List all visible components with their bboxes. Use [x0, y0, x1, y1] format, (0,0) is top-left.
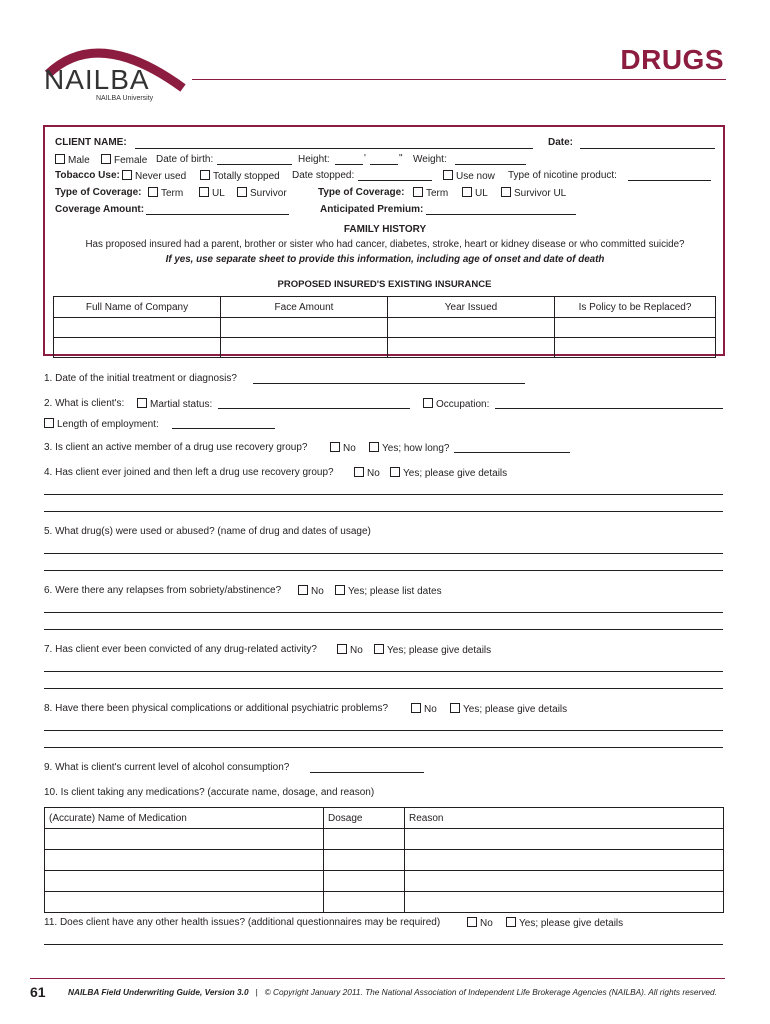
table-row	[54, 338, 716, 358]
table-cell[interactable]	[324, 829, 405, 850]
marital-status-field[interactable]	[218, 408, 410, 409]
q3-no-option[interactable]: No	[330, 442, 356, 454]
column-header: Year Issued	[388, 297, 555, 318]
q11-no-checkbox[interactable]	[467, 917, 477, 927]
question-9: 9. What is client's current level of alcohol consumption?	[44, 762, 290, 773]
table-cell[interactable]	[45, 892, 324, 913]
q6-answer-line-1[interactable]	[44, 612, 723, 613]
occupation-checkbox[interactable]	[423, 398, 433, 408]
weight-label: Weight:	[413, 154, 447, 165]
table-cell[interactable]	[324, 871, 405, 892]
table-cell[interactable]	[405, 892, 724, 913]
coverage-amount-label: Coverage Amount:	[55, 204, 145, 215]
question-4: 4. Has client ever joined and then left a drug use recovery group?	[44, 467, 334, 478]
question-3: 3. Is client an active member of a drug use recovery group?	[44, 442, 308, 453]
column-header: Is Policy to be Replaced?	[555, 297, 716, 318]
occupation-option[interactable]: Occupation:	[423, 398, 489, 410]
ul-option-1[interactable]: UL	[199, 187, 225, 199]
table-cell[interactable]	[221, 338, 388, 358]
ul-checkbox-1[interactable]	[199, 187, 209, 197]
totally-stopped-option[interactable]: Totally stopped	[200, 170, 280, 182]
table-row	[45, 892, 724, 913]
existing-insurance-table	[53, 296, 716, 358]
ul-checkbox-2[interactable]	[462, 187, 472, 197]
survivor-option-1[interactable]: Survivor	[237, 187, 287, 199]
q8-no-option[interactable]: No	[411, 703, 437, 715]
term-checkbox-2[interactable]	[413, 187, 423, 197]
column-header: (Accurate) Name of Medication	[45, 808, 324, 829]
q11-yes-option[interactable]: Yes; please give details	[506, 917, 623, 929]
never-used-option[interactable]: Never used	[122, 170, 186, 182]
q7-yes-checkbox[interactable]	[374, 644, 384, 654]
use-now-checkbox[interactable]	[443, 170, 453, 180]
table-row	[54, 318, 716, 338]
footer-separator: |	[255, 987, 258, 997]
q11-no-option[interactable]: No	[467, 917, 493, 929]
column-header: Face Amount	[221, 297, 388, 318]
table-header-row	[45, 808, 724, 829]
anticipated-premium-field[interactable]	[426, 214, 576, 215]
q8-no-checkbox[interactable]	[411, 703, 421, 713]
dob-field[interactable]	[217, 164, 292, 165]
footer-rule	[30, 978, 725, 979]
question-5: 5. What drug(s) were used or abused? (name of drug and dates of usage)	[44, 526, 371, 537]
q5-answer-line-1[interactable]	[44, 553, 723, 554]
date-stopped-field[interactable]	[358, 180, 432, 181]
q6-answer-line-2[interactable]	[44, 629, 723, 630]
inch-mark: "	[399, 153, 403, 164]
never-used-checkbox[interactable]	[122, 170, 132, 180]
q3-no-checkbox[interactable]	[330, 442, 340, 452]
q6-yes-option[interactable]: Yes; please list dates	[335, 585, 442, 597]
q3-yes-option[interactable]: Yes; how long?	[369, 442, 449, 454]
nicotine-label: Type of nicotine product:	[508, 170, 617, 181]
q6-no-option[interactable]: No	[298, 585, 324, 597]
coverage-type-label: Type of Coverage:	[55, 187, 142, 198]
question-2: 2. What is client's:	[44, 398, 125, 409]
height-feet-field[interactable]	[335, 164, 363, 165]
date-label: Date:	[548, 137, 574, 148]
employment-option[interactable]: Length of employment:	[44, 418, 159, 430]
feet-mark: '	[364, 153, 366, 164]
client-name-field[interactable]	[135, 148, 533, 149]
male-checkbox[interactable]	[55, 154, 65, 164]
question-11: 11. Does client have any other health issues? (additional questionnaires may be required)	[44, 917, 441, 928]
dob-label: Date of birth:	[156, 154, 214, 165]
footer-text	[68, 987, 717, 997]
q4-no-checkbox[interactable]	[354, 467, 364, 477]
coverage-amount-field[interactable]	[146, 214, 289, 215]
ul-option-2[interactable]: UL	[462, 187, 488, 199]
q1-answer-field[interactable]	[253, 383, 525, 384]
question-8: 8. Have there been physical complications or additional psychiatric problems?	[44, 703, 389, 714]
table-cell[interactable]	[324, 850, 405, 871]
table-row	[45, 871, 724, 892]
totally-stopped-checkbox[interactable]	[200, 170, 210, 180]
client-name-label: CLIENT NAME:	[55, 137, 127, 148]
page-number: 61	[30, 984, 46, 1000]
occupation-field[interactable]	[495, 408, 723, 409]
q11-yes-checkbox[interactable]	[506, 917, 516, 927]
table-cell[interactable]	[388, 318, 555, 338]
table-cell[interactable]	[54, 338, 221, 358]
q4-yes-option[interactable]: Yes; please give details	[390, 467, 507, 479]
date-field[interactable]	[580, 148, 715, 149]
q7-no-option[interactable]: No	[337, 644, 363, 656]
header-rule	[192, 79, 726, 80]
table-cell[interactable]	[54, 318, 221, 338]
q8-yes-option[interactable]: Yes; please give details	[450, 703, 567, 715]
marital-status-checkbox[interactable]	[137, 398, 147, 408]
q8-answer-line-2[interactable]	[44, 747, 723, 748]
table-cell[interactable]	[405, 829, 724, 850]
footer-copyright: © Copyright January 2011. The National Association of Independent Life Brokerage Agencies (NAILBA). All rights reserved.	[264, 987, 717, 997]
q7-yes-option[interactable]: Yes; please give details	[374, 644, 491, 656]
family-history-instruction: If yes, use separate sheet to provide this information, including age of onset and date of death	[165, 254, 605, 265]
table-cell[interactable]	[45, 871, 324, 892]
q3-yes-checkbox[interactable]	[369, 442, 379, 452]
term-option-2[interactable]: Term	[413, 187, 448, 199]
table-cell[interactable]	[555, 318, 716, 338]
date-stopped-label: Date stopped:	[292, 170, 355, 181]
column-header: Reason	[405, 808, 724, 829]
table-cell[interactable]	[405, 850, 724, 871]
term-checkbox-1[interactable]	[148, 187, 158, 197]
tobacco-label: Tobacco Use:	[55, 170, 120, 181]
column-header: Full Name of Company	[54, 297, 221, 318]
table-cell[interactable]	[324, 892, 405, 913]
table-cell[interactable]	[45, 850, 324, 871]
table-row	[45, 829, 724, 850]
coverage-type-label-2: Type of Coverage:	[318, 187, 405, 198]
q7-no-checkbox[interactable]	[337, 644, 347, 654]
weight-field[interactable]	[455, 164, 526, 165]
q6-yes-checkbox[interactable]	[335, 585, 345, 595]
survivor-checkbox-1[interactable]	[237, 187, 247, 197]
question-7: 7. Has client ever been convicted of any drug-related activity?	[44, 644, 317, 655]
q4-yes-checkbox[interactable]	[390, 467, 400, 477]
logo-wordmark: NAILBA	[44, 64, 150, 95]
q9-answer-field[interactable]	[310, 772, 424, 773]
q4-answer-line-2[interactable]	[44, 511, 723, 512]
marital-status-option[interactable]: Martial status:	[137, 398, 212, 410]
term-option-1[interactable]: Term	[148, 187, 183, 199]
table-cell[interactable]	[405, 871, 724, 892]
family-history-question: Has proposed insured had a parent, brother or sister who had cancer, diabetes, stroke, heart or kidney disease or who committed suicide?	[85, 239, 685, 250]
question-10: 10. Is client taking any medications? (accurate name, dosage, and reason)	[44, 787, 375, 798]
q6-no-checkbox[interactable]	[298, 585, 308, 595]
family-history-heading: FAMILY HISTORY	[343, 224, 427, 235]
q7-answer-line-2[interactable]	[44, 688, 723, 689]
q7-answer-line-1[interactable]	[44, 671, 723, 672]
q4-answer-line-1[interactable]	[44, 494, 723, 495]
survivor-ul-option[interactable]: Survivor UL	[501, 187, 566, 199]
footer-guide: NAILBA Field Underwriting Guide, Version 3.0	[68, 987, 249, 997]
table-cell[interactable]	[45, 829, 324, 850]
q3-answer-field[interactable]	[454, 452, 570, 453]
q5-answer-line-2[interactable]	[44, 570, 723, 571]
q8-answer-line-1[interactable]	[44, 730, 723, 731]
anticipated-premium-label: Anticipated Premium:	[320, 204, 424, 215]
logo-subtitle: NAILBA University	[96, 95, 154, 102]
survivor-ul-checkbox[interactable]	[501, 187, 511, 197]
use-now-option[interactable]: Use now	[443, 170, 495, 182]
height-label: Height:	[298, 154, 330, 165]
column-header: Dosage	[324, 808, 405, 829]
table-cell[interactable]	[388, 338, 555, 358]
employment-checkbox[interactable]	[44, 418, 54, 428]
male-option[interactable]: Male	[55, 154, 90, 166]
q8-yes-checkbox[interactable]	[450, 703, 460, 713]
question-6: 6. Were there any relapses from sobriety/abstinence?	[44, 585, 282, 596]
table-row	[45, 850, 724, 871]
question-1: 1. Date of the initial treatment or diagnosis?	[44, 373, 237, 384]
female-option[interactable]: Female	[101, 154, 147, 166]
table-cell[interactable]	[221, 318, 388, 338]
table-cell[interactable]	[555, 338, 716, 358]
page-title: DRUGS	[620, 44, 724, 75]
medications-table	[44, 807, 724, 913]
q11-answer-line[interactable]	[44, 944, 723, 945]
nicotine-field[interactable]	[628, 180, 711, 181]
table-header-row	[54, 297, 716, 318]
height-inches-field[interactable]	[370, 164, 398, 165]
employment-field[interactable]	[172, 428, 275, 429]
female-checkbox[interactable]	[101, 154, 111, 164]
q4-no-option[interactable]: No	[354, 467, 380, 479]
existing-insurance-heading: PROPOSED INSURED'S EXISTING INSURANCE	[277, 279, 492, 290]
